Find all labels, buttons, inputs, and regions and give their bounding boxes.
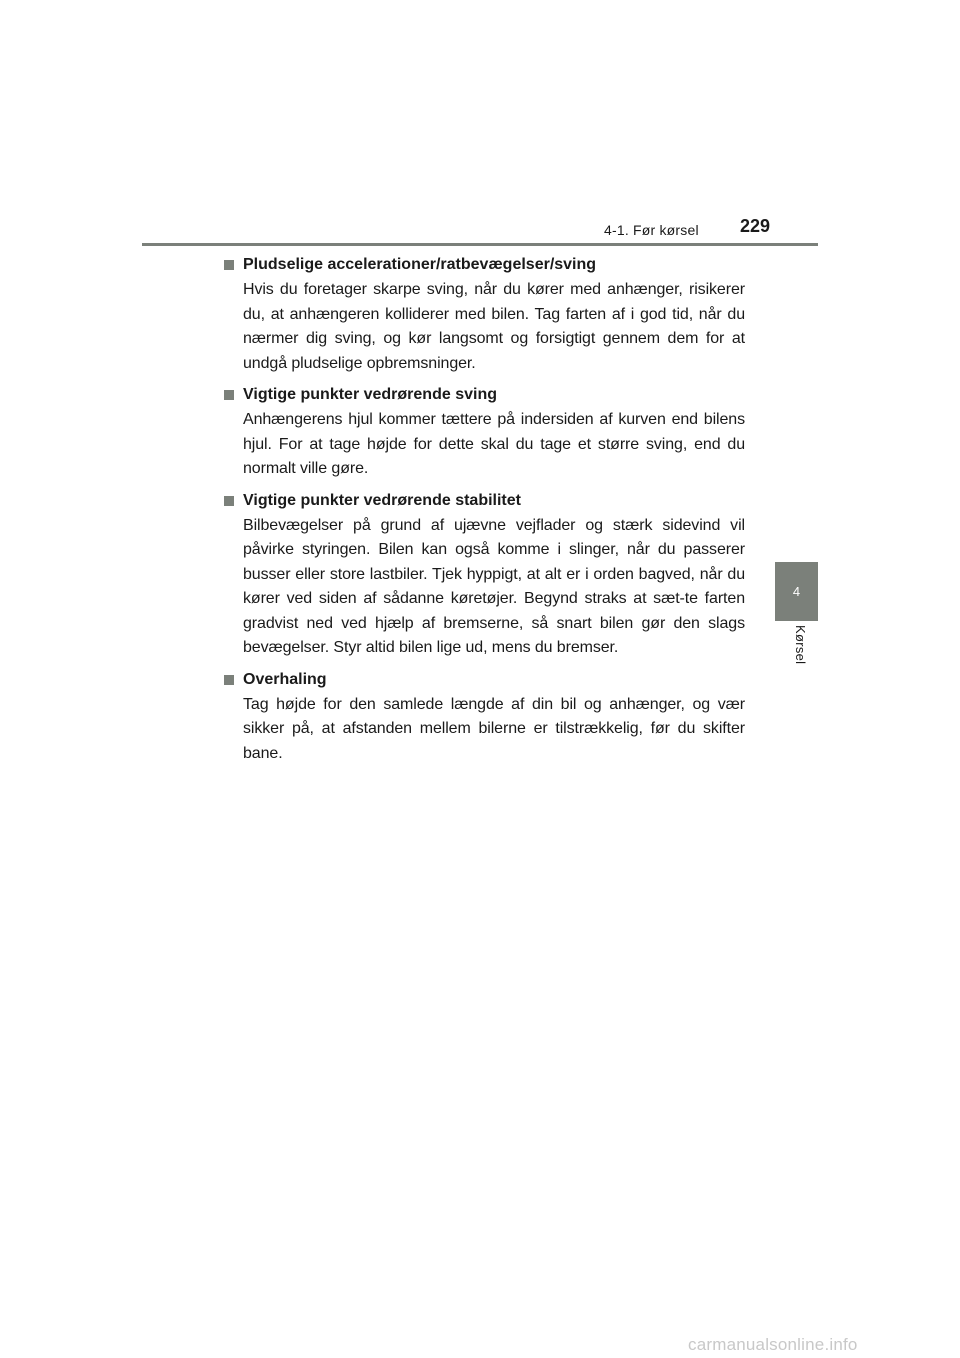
section-overtaking: [224, 669, 745, 767]
section-heading: [224, 384, 745, 406]
chapter-tab-label: Kørsel: [793, 625, 808, 665]
square-bullet-icon: [224, 390, 234, 400]
running-header-section: 4-1. Før kørsel: [604, 222, 699, 238]
section-heading-text: Overhaling: [243, 670, 327, 688]
square-bullet-icon: [224, 496, 234, 506]
section-body: Anhængerens hjul kommer tættere på indersiden af kurven end bilens hjul. For at tage højde for dette skal du tage et større sving, end du normalt ville gøre.: [243, 411, 745, 477]
section-body: Bilbevægelser på grund af ujævne vejflader og stærk sidevind vil påvirke styringen. Bilen kan også komme i slinger, når du passerer busser eller store lastbiler. Tjek hyppigt, at alt er i orden bagved, når du kører ved siden af sådanne køretøjer. Begynd straks at sæt-te farten gradvist ned ved hjælp af bremserne, så snart bilen gør den slags bevægelser. Styr altid bilen lige ud, mens du bremser.: [243, 516, 745, 656]
section-heading: [224, 254, 745, 276]
section-heading-text: Pludselige accelerationer/ratbevægelser/sving: [243, 256, 597, 273]
chapter-tab: 4: [775, 562, 818, 621]
section-heading-text: Vigtige punkter vedrørende stabilitet: [243, 491, 521, 509]
square-bullet-icon: [224, 260, 234, 270]
section-body: Tag højde for den samlede længde af din bil og anhænger, og vær sikker på, at afstanden mellem bilerne er tilstrækkelig, før du skifter bane.: [243, 695, 745, 762]
page-number: 229: [740, 216, 771, 236]
square-bullet-icon: [224, 675, 234, 685]
section-heading: [224, 490, 745, 512]
section-heading: [224, 669, 745, 691]
section-sudden-maneuvers: [224, 254, 745, 376]
section-body: Hvis du foretager skarpe sving, når du kører med anhænger, risikerer du, at anhængeren kolliderer med bilen. Tag farten af i god tid, når du nærmer dig sving, og kør langsomt og forsigtigt gennem dem for at undgå pludselige opbremsninger.: [243, 281, 745, 372]
section-heading-text: Vigtige punkter vedrørende sving: [243, 386, 497, 403]
header-divider: [142, 243, 818, 246]
section-turning: [224, 384, 745, 482]
section-stability: [224, 490, 745, 661]
page-content: [224, 254, 745, 774]
watermark: carmanualsonline.info: [688, 1335, 858, 1354]
